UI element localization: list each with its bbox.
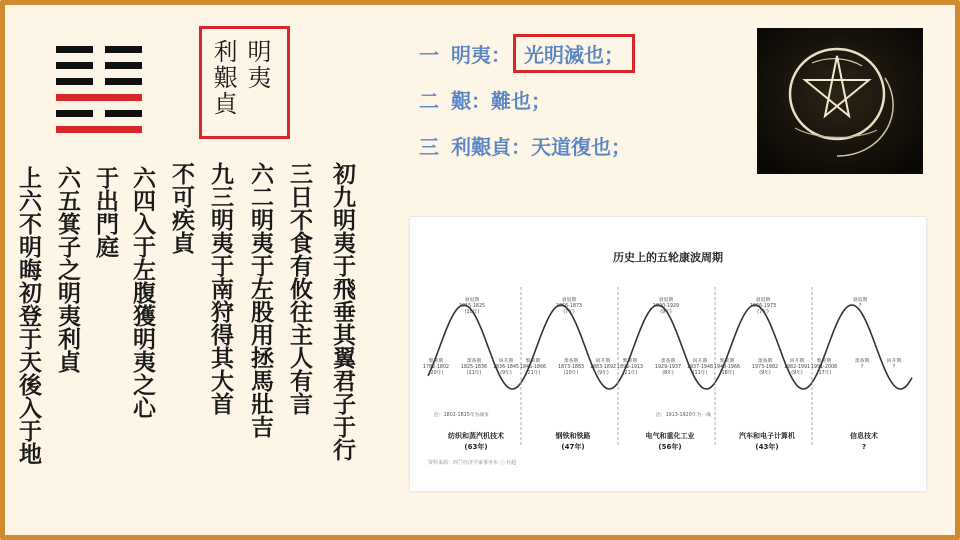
phase-span: (21年) — [622, 371, 638, 376]
wave-years: (63年) — [464, 443, 488, 451]
wave-years: (43年) — [755, 443, 779, 451]
phase-range: ? — [892, 365, 896, 370]
hexagram-broken-line — [56, 110, 142, 117]
verse-column: 九三明夷于南狩得其大首 — [207, 162, 234, 415]
verse-column: 六五箕子之明夷利貞 — [54, 166, 81, 373]
phase-range: ? — [858, 304, 862, 309]
hexagram-broken-line — [56, 62, 142, 69]
hexagram-broken-line — [56, 78, 142, 85]
hexagram-broken-line — [56, 46, 142, 53]
note-text: 艱：難也； — [451, 88, 551, 113]
phase-span: (11年) — [466, 371, 482, 376]
phase-label: 萧条期 — [660, 359, 676, 364]
phase-range: 1873-1883 — [557, 365, 585, 370]
phase-label: 回升期 — [595, 359, 611, 364]
chart-canvas — [410, 217, 926, 491]
phase-span: (8年) — [662, 371, 674, 376]
phase-range: 1782-1802 — [422, 365, 450, 370]
note-text: 明夷： — [451, 42, 511, 67]
phase-span: (21年) — [525, 371, 541, 376]
phase-range: 1982-1991 — [783, 365, 811, 370]
chart-note: 注：1913-1920年为一战 — [656, 413, 711, 418]
phase-label: 衰退期 — [464, 298, 480, 303]
phase-label: 衰退期 — [755, 298, 771, 303]
note-line — [419, 76, 635, 122]
phase-range: 1892-1913 — [616, 365, 644, 370]
note-highlight: 光明滅也； — [513, 34, 635, 73]
phase-label: 繁荣期 — [816, 359, 832, 364]
verse-column: 三日不食有攸往主人有言 — [286, 162, 313, 415]
phase-range: 1883-1892 — [589, 365, 617, 370]
phase-span: (7年) — [563, 310, 575, 315]
note-number: 三 — [419, 134, 439, 159]
note-number: 一 — [419, 42, 439, 67]
phase-label: 繁荣期 — [622, 359, 638, 364]
phase-label: 繁荣期 — [428, 359, 444, 364]
wave-years: ? — [861, 443, 867, 451]
note-line — [419, 30, 635, 76]
phase-label: 衰退期 — [561, 298, 577, 303]
phase-range: 1929-1937 — [654, 365, 682, 370]
wave-years: (47年) — [561, 443, 585, 451]
wave-name: 钢铁和铁路 — [555, 432, 591, 440]
phase-span: (10年) — [464, 310, 480, 315]
phase-span: (10年) — [563, 371, 579, 376]
note-number: 二 — [419, 88, 439, 113]
wave-name: 汽车和电子计算机 — [739, 432, 795, 440]
notes-list — [419, 30, 635, 168]
chart-source: 资料来源：西兰经济学家事务布 ⓘ 社超 — [428, 460, 517, 466]
wave-name: 信息技术 — [850, 432, 878, 440]
phase-label: 回升期 — [789, 359, 805, 364]
phase-span: (9年) — [500, 371, 512, 376]
phase-range: 1845-1866 — [519, 365, 547, 370]
chart-note: 注：1802-1815年为战争 — [434, 413, 489, 418]
phase-span: (9年) — [597, 371, 609, 376]
hexagram-title-box — [199, 26, 290, 139]
phase-label: 衰退期 — [852, 298, 868, 303]
note-line — [419, 122, 635, 168]
wave-name: 纺织和蒸汽机技术 — [448, 432, 504, 440]
phase-span: (9年) — [791, 371, 803, 376]
verse-column: 六四入于左腹獲明夷之心 — [129, 166, 156, 419]
phase-span: (9年) — [759, 371, 771, 376]
phase-span: (17年) — [816, 371, 832, 376]
phase-span: (9年) — [660, 310, 672, 315]
wave-name: 电气和重化工业 — [645, 432, 695, 440]
phase-label: 回升期 — [692, 359, 708, 364]
pentagram-carving-photo — [757, 28, 923, 174]
chart-title: 历史上的五轮康波周期 — [613, 251, 723, 264]
verse-column: 于出門庭 — [92, 166, 119, 258]
hexagram-solid-line — [56, 94, 142, 101]
phase-range: 1836-1845 — [492, 365, 520, 370]
hexagram — [56, 46, 142, 142]
verse-column: 初九明夷于飛垂其翼君子于行 — [329, 162, 356, 461]
wave-years: (56年) — [658, 443, 682, 451]
phase-range: 1866-1873 — [555, 304, 583, 309]
phase-range: 1991-2008 — [810, 365, 838, 370]
kondratiev-chart — [410, 217, 926, 491]
phase-label: 繁荣期 — [719, 359, 735, 364]
phase-range: ? — [860, 365, 864, 370]
phase-range: 1815-1825 — [458, 304, 486, 309]
verse-column: 六二明夷于左股用拯馬壯吉 — [247, 162, 274, 438]
phase-label: 萧条期 — [757, 359, 773, 364]
verse-column: 不可疾貞 — [168, 162, 195, 254]
phase-label: 萧条期 — [466, 359, 482, 364]
phase-span: (18年) — [719, 371, 735, 376]
hexagram-name: 明夷 — [243, 39, 271, 91]
phase-span: (20年) — [428, 371, 444, 376]
verse-column: 上六不明晦初登于天後入于地 — [15, 166, 42, 465]
phase-label: 萧条期 — [563, 359, 579, 364]
phase-label: 衰退期 — [658, 298, 674, 303]
phase-label: 萧条期 — [854, 359, 870, 364]
phase-range: 1966-1973 — [749, 304, 777, 309]
phase-label: 繁荣期 — [525, 359, 541, 364]
phase-span: (7年) — [757, 310, 769, 315]
hexagram-judgement: 利艱貞 — [209, 39, 237, 117]
phase-range: 1937-1948 — [686, 365, 714, 370]
phase-label: 回升期 — [886, 359, 902, 364]
phase-range: 1948-1966 — [713, 365, 741, 370]
phase-range: 1973-1982 — [751, 365, 779, 370]
phase-span: (11年) — [692, 371, 708, 376]
phase-range: 1825-1836 — [460, 365, 488, 370]
note-text: 利艱貞：天道復也； — [451, 134, 631, 159]
phase-label: 回升期 — [498, 359, 514, 364]
wave-line — [428, 305, 912, 389]
hexagram-solid-line — [56, 126, 142, 133]
phase-range: 1920-1929 — [652, 304, 680, 309]
